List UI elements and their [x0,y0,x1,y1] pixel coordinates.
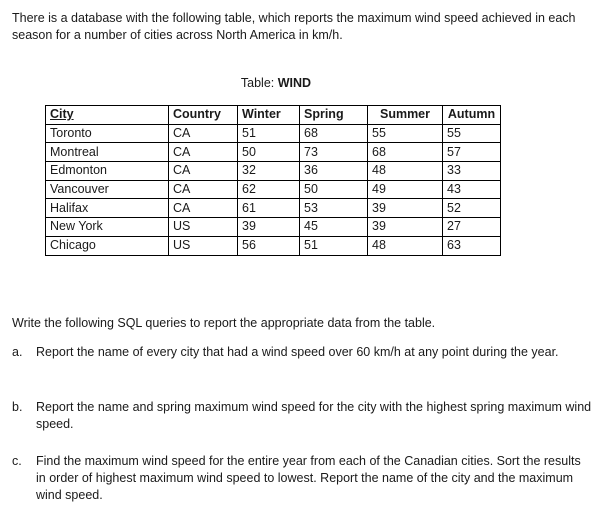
question-letter: b. [12,400,23,414]
header-summer: Summer [368,106,443,125]
header-spring: Spring [300,106,368,125]
cell-spring: 53 [300,199,368,218]
instructions-text: Write the following SQL queries to report the appropriate data from the table. [12,316,436,330]
cell-winter: 32 [238,162,300,181]
cell-country: CA [169,162,238,181]
cell-city: Halifax [46,199,169,218]
cell-country: CA [169,199,238,218]
wind-table [45,105,501,256]
cell-summer: 48 [368,236,443,255]
cell-city: Vancouver [46,180,169,199]
table-row [46,143,501,162]
cell-winter: 62 [238,180,300,199]
cell-summer: 68 [368,143,443,162]
cell-city: Edmonton [46,162,169,181]
header-country: Country [169,106,238,125]
table-row [46,199,501,218]
cell-autumn: 55 [443,124,501,143]
cell-autumn: 33 [443,162,501,181]
question-text: Find the maximum wind speed for the entire year from each of the Canadian cities. Sort the results in order of highest maximum wind speed to lowest. Report the name of the city and the maximum wind speed. [36,454,581,502]
table-caption-prefix: Table: [240,76,278,90]
cell-city: New York [46,218,169,237]
cell-spring: 36 [300,162,368,181]
table-header-row [46,106,501,125]
cell-summer: 48 [368,162,443,181]
cell-spring: 50 [300,180,368,199]
cell-winter: 61 [238,199,300,218]
question-letter: c. [12,454,22,468]
cell-winter: 50 [238,143,300,162]
cell-summer: 55 [368,124,443,143]
cell-autumn: 52 [443,199,501,218]
question-b [12,399,592,433]
question-a [12,344,592,361]
cell-summer: 49 [368,180,443,199]
cell-autumn: 63 [443,236,501,255]
table-row [46,236,501,255]
intro-paragraph: There is a database with the following table, which reports the maximum wind speed achieved in each season for a number of cities across North America in km/h. [12,11,576,42]
cell-winter: 51 [238,124,300,143]
cell-summer: 39 [368,218,443,237]
cell-country: US [169,218,238,237]
question-text: Report the name and spring maximum wind speed for the city with the highest spring maximum wind speed. [36,400,592,431]
cell-country: CA [169,180,238,199]
cell-country: CA [169,143,238,162]
cell-city: Chicago [46,236,169,255]
cell-spring: 45 [300,218,368,237]
cell-autumn: 43 [443,180,501,199]
table-row [46,180,501,199]
cell-country: US [169,236,238,255]
cell-city: Montreal [46,143,169,162]
question-text: Report the name of every city that had a wind speed over 60 km/h at any point during the year. [36,345,559,359]
cell-country: CA [169,124,238,143]
cell-summer: 39 [368,199,443,218]
question-c [12,453,592,504]
cell-city: Toronto [46,124,169,143]
question-letter: a. [12,345,23,359]
table-row [46,124,501,143]
cell-spring: 68 [300,124,368,143]
table-row [46,162,501,181]
header-city: City [46,106,169,125]
cell-spring: 73 [300,143,368,162]
cell-autumn: 57 [443,143,501,162]
header-winter: Winter [238,106,300,125]
cell-autumn: 27 [443,218,501,237]
cell-winter: 56 [238,236,300,255]
cell-winter: 39 [238,218,300,237]
header-autumn: Autumn [443,106,501,125]
table-caption-name: WIND [277,76,312,90]
table-caption [0,75,552,92]
cell-spring: 51 [300,236,368,255]
table-row [46,218,501,237]
